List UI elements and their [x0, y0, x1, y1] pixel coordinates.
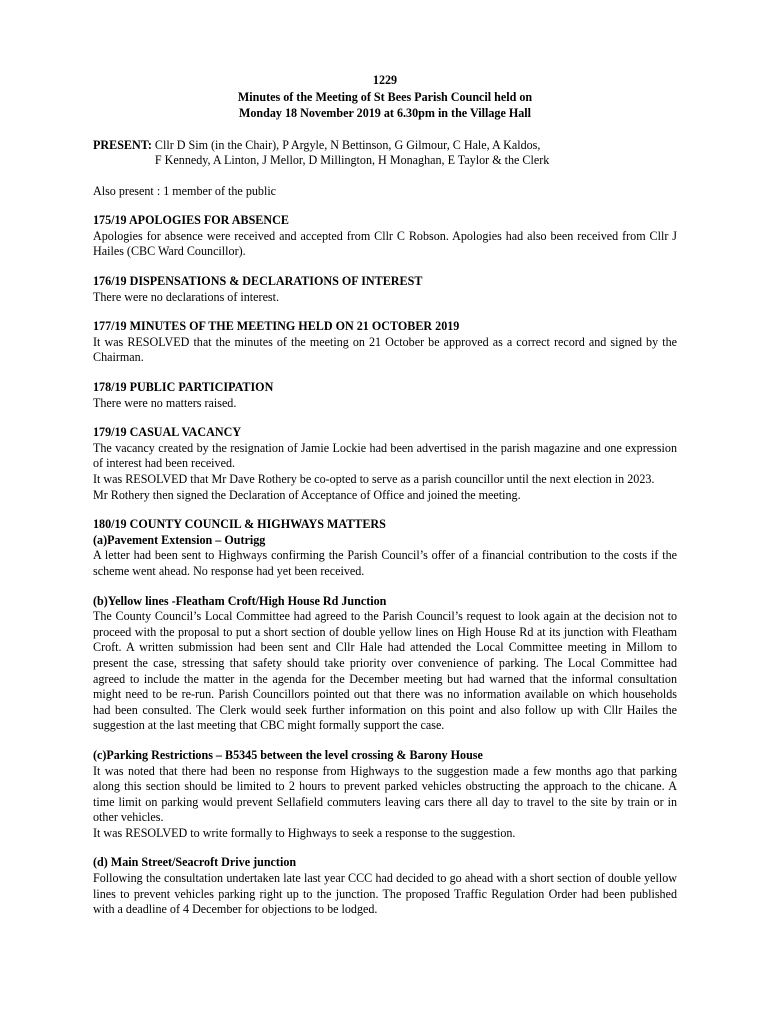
section-paragraph: Apologies for absence were received and accepted from Cllr C Robson. Apologies had also been received from Cllr J Hailes (CBC Ward Councillor). — [93, 228, 677, 259]
section-178-public-participation — [93, 380, 677, 411]
subsection-heading: (b)Yellow lines -Fleatham Croft/High House Rd Junction — [93, 593, 387, 608]
section-paragraph: There were no declarations of interest. — [93, 289, 280, 304]
section-heading: 178/19 PUBLIC PARTICIPATION — [93, 380, 274, 395]
attendance-present — [93, 138, 677, 169]
section-heading: 180/19 COUNTY COUNCIL & HIGHWAYS MATTERS — [93, 517, 386, 532]
section-heading: 175/19 APOLOGIES FOR ABSENCE — [93, 213, 289, 228]
present-names — [155, 138, 549, 169]
section-175-apologies — [93, 213, 677, 260]
subsection-d-main-street-junction — [93, 855, 677, 917]
section-paragraph: There were no matters raised. — [93, 395, 237, 410]
section-heading: 179/19 CASUAL VACANCY — [93, 425, 242, 440]
present-names-line-1: Cllr D Sim (in the Chair), P Argyle, N Bettinson, G Gilmour, C Hale, A Kaldos, — [154, 137, 541, 152]
subsection-a-pavement-extension — [93, 533, 677, 580]
document-header — [93, 72, 677, 122]
document-title-line-1: Minutes of the Meeting of St Bees Parish Council held on — [237, 89, 533, 104]
also-present: Also present : 1 member of the public — [93, 183, 277, 198]
section-paragraph: The vacancy created by the resignation of Jamie Lockie had been advertised in the parish magazine and one expression of interest had been received. — [93, 440, 677, 471]
present-label: PRESENT: — [93, 137, 152, 152]
section-paragraph: Mr Rothery then signed the Declaration of Acceptance of Office and joined the meeting. — [93, 487, 521, 502]
subsection-paragraph: A letter had been sent to Highways confirming the Parish Council’s offer of a financial contribution to the costs if the scheme went ahead. No response had yet been received. — [93, 548, 677, 578]
section-180-county-council-highways — [93, 517, 677, 918]
section-179-casual-vacancy — [93, 425, 677, 503]
subsection-paragraph: Following the consultation undertaken late last year CCC had decided to go ahead with a short section of double yellow lines to prevent vehicles parking right up to the junction. The proposed Traffic Regulation Order had been published with a deadline of 4 December for objections to be lodged. — [93, 871, 677, 917]
section-heading: 176/19 DISPENSATIONS & DECLARATIONS OF INTEREST — [93, 274, 423, 289]
subsection-heading: (c)Parking Restrictions – B5345 between the level crossing & Barony House — [93, 747, 483, 762]
section-paragraph: It was RESOLVED that the minutes of the meeting on 21 October be approved as a correct record and signed by the Chairman. — [93, 334, 677, 365]
subsection-paragraph: The County Council’s Local Committee had agreed to the Parish Council’s request to look again at the decision not to proceed with the proposal to put a short section of double yellow lines on High House Rd at its junction with Fleatham Croft. A written submission had been sent and Cllr Hale had attended the Local Committee meeting in Millom to present the case, stressing that safety should take priority over convenience of parking. The Local Committee had agreed to include the matter in the agenda for the December meeting but had warned that the informal consultation might need to be re-run. Parish Councillors pointed out that there was no information available on which households had been consulted. The Clerk would seek further information on this point and also follow up with Cllr Hailes the suggestion at the last meeting that CBC might formally support the case. — [93, 609, 677, 733]
page-number: 1229 — [372, 73, 398, 87]
subsection-heading: (d) Main Street/Seacroft Drive junction — [93, 855, 297, 870]
present-names-line-2: F Kennedy, A Linton, J Mellor, D Millington, H Monaghan, E Taylor & the Clerk — [154, 153, 550, 168]
section-177-previous-minutes — [93, 319, 677, 366]
section-paragraph: It was RESOLVED that Mr Dave Rothery be co-opted to serve as a parish councillor until the next election in 2023. — [93, 472, 655, 486]
minutes-page — [93, 72, 677, 918]
subsection-paragraph: It was noted that there had been no response from Highways to the suggestion made a few months ago that parking along this section should be limited to 2 hours to prevent parked vehicles obstructing the approach to the chicane. A time limit on parking would prevent Sellafield commuters leaving cars there all day to travel to the site by train or in other vehicles. — [93, 763, 677, 825]
section-heading: 177/19 MINUTES OF THE MEETING HELD ON 21 OCTOBER 2019 — [93, 319, 460, 334]
subsection-c-parking-restrictions — [93, 748, 677, 842]
subsection-b-yellow-lines — [93, 594, 677, 734]
section-176-declarations — [93, 274, 677, 305]
subsection-paragraph: It was RESOLVED to write formally to Highways to seek a response to the suggestion. — [93, 825, 516, 840]
subsection-heading: (a)Pavement Extension – Outrigg — [93, 532, 266, 547]
document-title-line-2: Monday 18 November 2019 at 6.30pm in the Village Hall — [238, 106, 532, 120]
